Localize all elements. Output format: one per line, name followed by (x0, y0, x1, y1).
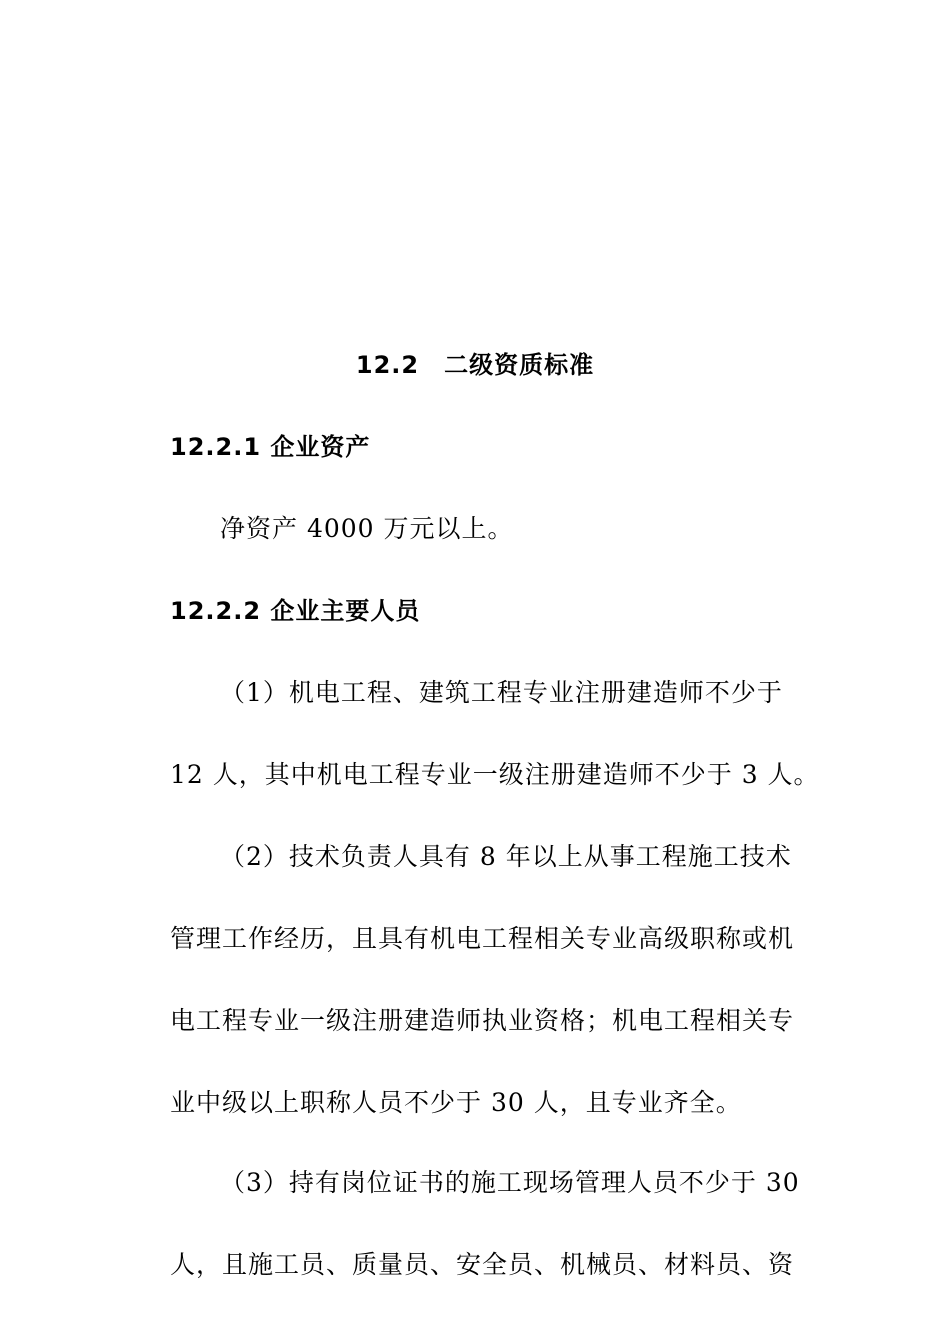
paragraph-line: 业中级以上职称人员不少于 30 人，且专业齐全。 (170, 1088, 742, 1117)
paragraph-line: 人，且施工员、质量员、安全员、机械员、材料员、资 (170, 1250, 795, 1279)
paragraph-net-assets: 净资产 4000 万元以上。 (220, 514, 514, 543)
paragraph-line: （2）技术负责人具有 8 年以上从事工程施工技术 (220, 842, 792, 871)
subsection-heading-personnel: 12.2.2 企业主要人员 (170, 597, 421, 625)
paragraph-line: 电工程专业一级注册建造师执业资格；机电工程相关专 (170, 1006, 795, 1035)
paragraph-line: 管理工作经历，且具有机电工程相关专业高级职称或机 (170, 924, 795, 953)
paragraph-line: 12 人，其中机电工程专业一级注册建造师不少于 3 人。 (170, 760, 820, 789)
subsection-heading-assets: 12.2.1 企业资产 (170, 433, 371, 461)
paragraph-line: （3）持有岗位证书的施工现场管理人员不少于 30 (220, 1168, 800, 1197)
section-title: 12.2 二级资质标准 (355, 351, 595, 379)
paragraph-line: （1）机电工程、建筑工程专业注册建造师不少于 (220, 678, 783, 707)
